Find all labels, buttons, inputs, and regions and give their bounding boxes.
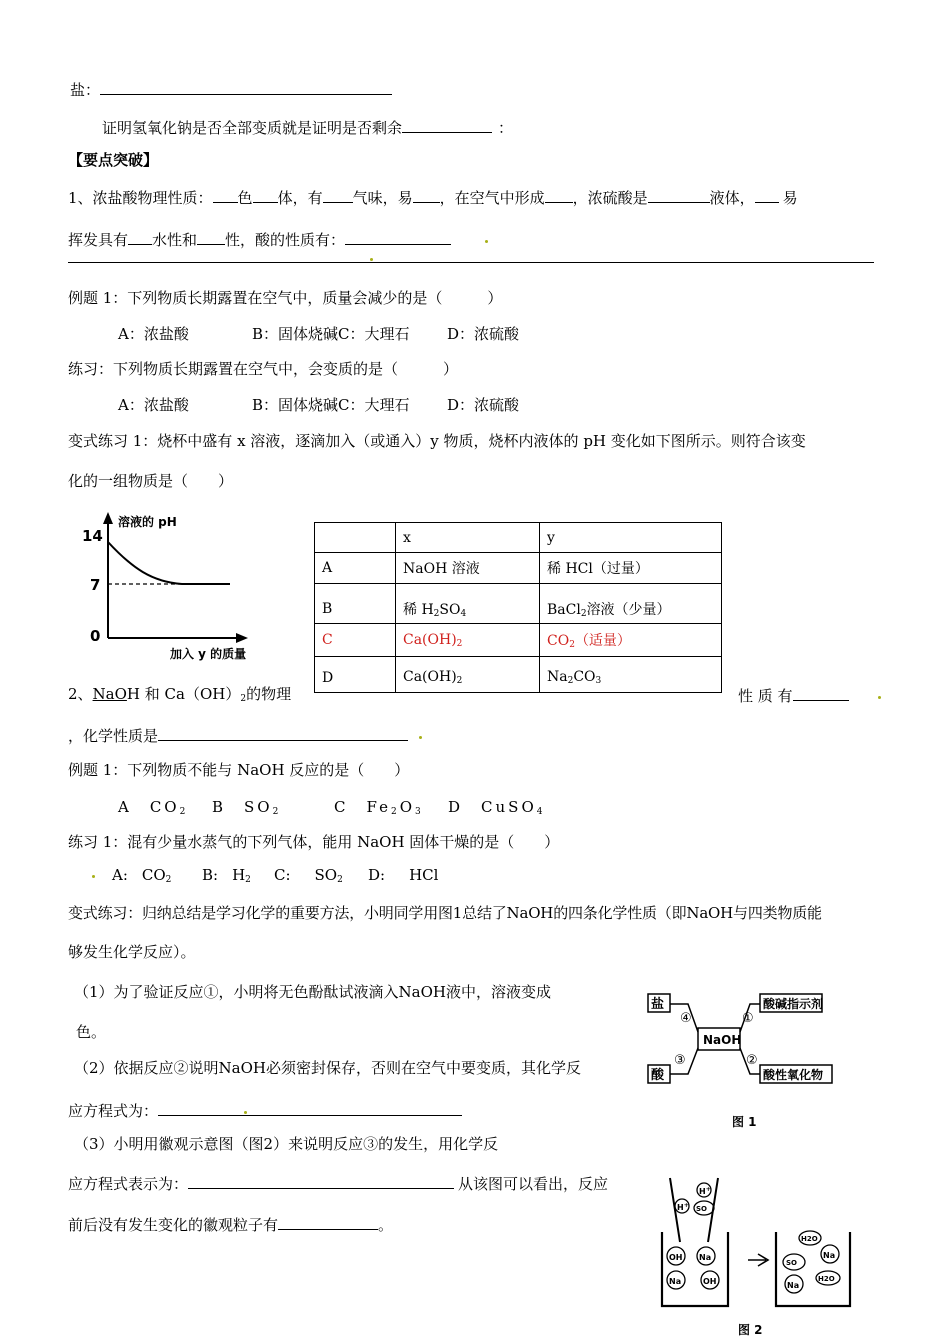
ion-na-2: Na [669, 1277, 682, 1286]
q2-line2: ，化学性质是 [68, 724, 408, 746]
pr2-option-d[interactable]: D: HCl [368, 866, 439, 884]
var2-line1: 变式练习：归纳总结是学习化学的重要方法，小明同学用图1总结了NaOH的四条化学性质（即NaOH与四类物质能 [68, 904, 822, 922]
figure-2-caption: 图 2 [738, 1323, 763, 1337]
header-y: y [540, 523, 722, 553]
beaker-right [776, 1232, 850, 1306]
q1-blank-acid-props[interactable] [345, 228, 451, 245]
var1-line2: 化的一组物质是（ ） [68, 472, 234, 490]
ion-oh-1: OH [669, 1253, 683, 1262]
q1-blank-color[interactable] [213, 186, 238, 203]
speck [419, 736, 422, 739]
var2-s3d: 前后没有发生变化的徽观粒子有 。 [68, 1213, 393, 1235]
var1-line1: 变式练习 1：烧杯中盛有 x 溶液，逐滴加入（或通入）y 物质，烧杯内液体的 pH 变化如下图所示。则符合该变 [68, 432, 806, 450]
reaction-1-label: ① [742, 1011, 754, 1026]
ion-na-4: Na [787, 1281, 800, 1290]
pr1-option-a[interactable]: A：浓盐酸 [118, 396, 189, 414]
q1-line2: 挥发具有 水性和 性，酸的性质有： [68, 228, 451, 250]
tick-14: 14 [82, 527, 103, 545]
ion-so4: SO [696, 1205, 707, 1213]
table-header [315, 523, 722, 553]
table-row-d[interactable]: D $Ca(OH)_2$ $Na_2CO_3$ [315, 657, 722, 693]
oxide-box-label: 酸性氧化物 [763, 1068, 824, 1082]
indicator-box-label: 酸碱指示剂 [763, 997, 824, 1011]
naoh-label: NaOH [703, 1033, 742, 1047]
arrow-icon [748, 1254, 768, 1266]
salt-line [70, 78, 392, 100]
table-row-c[interactable]: C $Ca(OH)_2$ $CO_2$（适量） [315, 624, 722, 657]
q2-blank-chem[interactable] [158, 724, 408, 741]
pr2-question: 练习 1：混有少量水蒸气的下列气体，能用 NaOH 固体干燥的是（ ） [68, 833, 560, 851]
ex1-question: 例题 1：下列物质长期露置在空气中，质量会减少的是（ ） [68, 289, 503, 307]
pr1-option-b[interactable]: B：固体烧碱 [252, 396, 339, 414]
reaction-2-label: ② [746, 1053, 758, 1068]
tick-7: 7 [90, 576, 101, 594]
q1-blank-state[interactable] [253, 186, 278, 203]
ph-chart [82, 508, 262, 666]
speck [878, 696, 881, 699]
q2-blank-phys[interactable] [793, 684, 849, 701]
figure-1-diagram [646, 992, 838, 1132]
ex1-option-a[interactable]: A：浓盐酸 [118, 325, 189, 343]
y-axis-label: 溶液的 pH [118, 515, 177, 529]
var2-s1a: （1）为了验证反应①，小明将无色酚酞试液滴入NaOH液中，溶液变成 [74, 983, 551, 1001]
q1-blank-odor[interactable] [323, 186, 353, 203]
ion-na-1: Na [699, 1253, 712, 1262]
q2-line1-right: 性 质 有 [738, 684, 849, 706]
ion-oh-2: OH [703, 1277, 717, 1286]
speck [92, 875, 95, 878]
salt-box-label: 盐 [651, 997, 665, 1012]
q1-blank-h2so4[interactable] [648, 186, 710, 203]
x-axis-label: 加入 y 的质量 [170, 647, 247, 661]
ph-curve [108, 542, 230, 584]
reaction-3-label: ③ [674, 1053, 686, 1068]
pr2-option-b[interactable]: B: $H_2$ [202, 866, 251, 885]
beaker-left [662, 1232, 728, 1306]
var2-s2b: 应方程式为： [68, 1099, 462, 1121]
s3-equation-blank[interactable] [188, 1172, 454, 1189]
salt-blank[interactable] [100, 78, 392, 95]
speck [485, 240, 488, 243]
ion-h-top: H+ [699, 1186, 711, 1196]
var2-s3a: （3）小明用徽观示意图（图2）来说明反应③的发生，用化学反 [74, 1135, 499, 1153]
q1-blank-water[interactable] [128, 228, 152, 245]
mol-h2o-1: H2O [801, 1235, 818, 1243]
ex1-option-b[interactable]: B：固体烧碱 [252, 325, 339, 343]
table-row-a[interactable]: A NaOH 溶液 稀 HCl（过量） [315, 553, 722, 584]
header-cell [315, 523, 396, 553]
pr2-option-c[interactable]: C: $SO_2$ [274, 866, 343, 885]
y-axis-arrow [103, 512, 113, 524]
prove-blank[interactable] [402, 116, 492, 133]
tick-0: 0 [90, 627, 101, 645]
ex1-option-d[interactable]: D：浓硫酸 [447, 325, 520, 343]
q1-line1: 1、浓盐酸物理性质： 色 体，有 气味，易 ，在空气中形成 ，浓硫酸是 液体， 易 [68, 186, 798, 208]
mol-h2o-2: H2O [818, 1275, 835, 1283]
var2-s3b: 应方程式表示为： 从该图可以看出，反应 [68, 1172, 608, 1194]
figure-2-diagram [654, 1176, 864, 1338]
pr2-option-a[interactable]: A: $CO_2$ [112, 866, 172, 885]
pr1-options [118, 395, 519, 415]
pr1-question: 练习：下列物质长期露置在空气中，会变质的是（ ） [68, 360, 459, 378]
pr1-option-c[interactable]: C：大理石 [338, 396, 410, 414]
ex1-options [118, 324, 519, 344]
pr2-options [112, 865, 438, 890]
pr1-option-d[interactable]: D：浓硫酸 [447, 396, 520, 414]
table-row-b[interactable]: B 稀 $H_2SO_4$ BaCl$_2$溶液（少量） [315, 584, 722, 624]
ex2-option-d[interactable]: D CuSO$_4$ [448, 798, 546, 817]
q1-blank-easy[interactable] [413, 186, 440, 203]
ex2-option-c[interactable]: C $Fe_2O_3$ [334, 798, 424, 817]
options-table [314, 522, 722, 693]
s3-particles-blank[interactable] [278, 1213, 378, 1230]
q2-line1: 2、NaOH 和 $Ca(OH)_2$的物理 [68, 685, 292, 704]
ion-so4-2: SO [786, 1259, 797, 1267]
q1-long-blank[interactable] [68, 262, 874, 263]
ex2-option-a[interactable]: A $CO_2$ [118, 798, 189, 817]
speck [370, 258, 373, 261]
salt-label: 盐： [70, 81, 101, 99]
header-x: x [396, 523, 540, 553]
ex2-options [118, 797, 545, 822]
ex1-option-c[interactable]: C：大理石 [338, 325, 410, 343]
ion-na-3: Na [823, 1251, 836, 1260]
speck [244, 1111, 247, 1114]
q1-blank-prop[interactable] [197, 228, 225, 245]
ex2-question: 例题 1：下列物质不能与 NaOH 反应的是（ ） [68, 761, 410, 779]
ex2-option-b[interactable]: B $SO_2$ [212, 798, 282, 817]
s2-equation-blank[interactable] [158, 1099, 462, 1116]
q1-blank-form[interactable] [545, 186, 573, 203]
figure-1-caption: 图 1 [732, 1115, 757, 1129]
var2-s1b: 色。 [76, 1023, 107, 1041]
section-title: 【要点突破】 [68, 151, 159, 169]
var2-s2a: （2）依据反应②说明NaOH必须密封保存，否则在空气中要变质，其化学反 [74, 1059, 581, 1077]
x-axis-arrow [236, 633, 248, 643]
acid-box-label: 酸 [651, 1068, 665, 1083]
prove-line: 证明氢氧化钠是否全部变质就是证明是否剩余 ： [102, 116, 513, 138]
ion-h-left: H+ [677, 1202, 689, 1212]
q1-blank-extra[interactable] [755, 186, 779, 203]
var2-line2: 够发生化学反应）。 [68, 943, 196, 961]
reaction-4-label: ④ [680, 1011, 692, 1026]
